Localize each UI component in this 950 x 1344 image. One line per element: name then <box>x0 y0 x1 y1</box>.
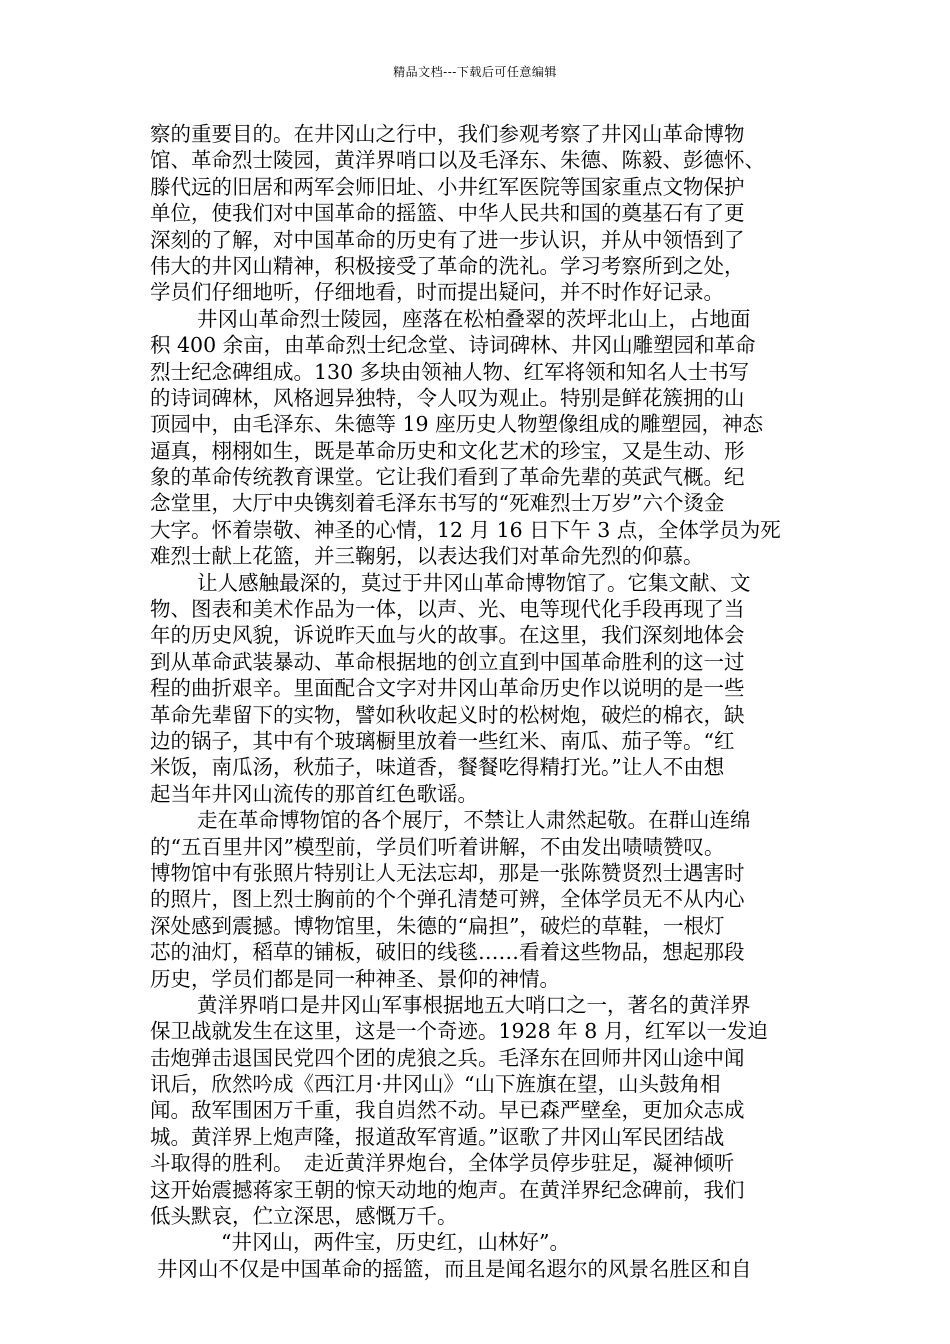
text-line: 米饭，南瓜汤，秋茄子，味道香，餐餐吃得精打光。”让人不由想 <box>150 755 725 780</box>
text-line: 物、图表和美术作品为一体，以声、光、电等现代化手段再现了当 <box>150 597 745 622</box>
text-line: 深刻的了解，对中国革命的历史有了进一步认识，并从中领悟到了 <box>150 227 745 252</box>
text-line: 击炮弹击退国民党四个团的虎狼之兵。毛泽东在回师井冈山途中闻 <box>150 1045 745 1070</box>
text-line: 城。黄洋界上炮声隆，报道敌军宵遁。”讴歌了井冈山军民团结战 <box>150 1124 725 1149</box>
text-line: 年的历史风貌，诉说昨天血与火的故事。在这里，我们深刻地体会 <box>150 623 745 648</box>
text-line: 起当年井冈山流传的那首红色歌谣。 <box>150 781 478 806</box>
text-line: 这开始震撼蒋家王朝的惊天动地的炮声。在黄洋界纪念碑前，我们 <box>150 1177 745 1202</box>
text-line: 积 400 余亩，由革命烈士纪念堂、诗词碑林、井冈山雕塑园和革命 <box>150 333 756 358</box>
paragraph-start-line: 黄洋界哨口是井冈山军事根据地五大哨口之一，著名的黄洋界 <box>197 992 751 1017</box>
text-line: 顶园中，由毛泽东、朱德等 19 座历史人物塑像组成的雕塑园，神态 <box>150 412 764 437</box>
text-line: 博物馆中有张照片特别让人无法忘却，那是一张陈赞贤烈士遇害时 <box>150 860 745 885</box>
text-line: 滕代远的旧居和两军会师旧址、小井红军医院等国家重点文物保护 <box>150 174 745 199</box>
text-line: 的诗词碑林，风格迥异独特，令人叹为观止。特别是鲜花簇拥的山 <box>150 385 745 410</box>
text-line: 闻。敌军围困万千重，我自岿然不动。早已森严壁垒，更加众志成 <box>150 1098 745 1123</box>
text-line: 伟大的井冈山精神，积极接受了革命的洗礼。学习考察所到之处， <box>150 253 745 278</box>
text-line: 单位，使我们对中国革命的摇篮、中华人民共和国的奠基石有了更 <box>150 201 745 226</box>
text-line: 到从革命武装暴动、革命根据地的创立直到中国革命胜利的这一过 <box>150 649 745 674</box>
text-line: 历史，学员们都是同一种神圣、景仰的神情。 <box>150 966 560 991</box>
text-line: 象的革命传统教育课堂。它让我们看到了革命先辈的英武气概。纪 <box>150 465 745 490</box>
text-line: 馆、革命烈士陵园，黄洋界哨口以及毛泽东、朱德、陈毅、彭德怀、 <box>150 148 765 173</box>
quote-line: “井冈山，两件宝，历史红，山林好”。 <box>221 1230 570 1255</box>
text-line: 察的重要目的。在井冈山之行中，我们参观考察了井冈山革命博物 <box>150 122 745 146</box>
text-line: 斗取得的胜利。 走近黄洋界炮台，全体学员停步驻足，凝神倾听 <box>150 1151 735 1176</box>
text-line: 深处感到震撼。博物馆里，朱德的“扁担”，破烂的草鞋，一根灯 <box>150 913 725 938</box>
text-line: 讯后，欣然吟成《西江月·井冈山》“山下旌旗在望，山头鼓角相 <box>150 1072 721 1097</box>
text-line: 低头默哀，伫立深思，感慨万千。 <box>150 1204 458 1229</box>
text-line: 难烈士献上花篮，并三鞠躬，以表达我们对革命先烈的仰慕。 <box>150 544 704 569</box>
text-line: 保卫战就发生在这里，这是一个奇迹。1928 年 8 月，红军以一发迫 <box>150 1019 768 1044</box>
text-line: 芯的油灯，稻草的铺板，破旧的线毯……看着这些物品，想起那段 <box>150 940 745 965</box>
text-line: 的照片，图上烈士胸前的个个弹孔清楚可辨，全体学员无不从内心 <box>150 887 745 912</box>
paragraph-start-line: 走在革命博物馆的各个展厅，不禁让人肃然起敬。在群山连绵 <box>197 808 751 833</box>
text-line: 大字。怀着崇敬、神圣的心情，12 月 16 日下午 3 点，全体学员为死 <box>150 517 781 542</box>
text-line: 烈士纪念碑组成。130 多块由领袖人物、红军将领和知名人士书写 <box>150 359 750 384</box>
text-line: 边的锅子，其中有个玻璃橱里放着一些红米、南瓜、茄子等。“红 <box>150 728 735 753</box>
text-line: 井冈山不仅是中国革命的摇篮，而且是闻名遐尔的风景名胜区和自 <box>157 1256 752 1281</box>
text-line: 学员们仔细地听，仔细地看，时而提出疑问，并不时作好记录。 <box>150 280 724 305</box>
text-line: 的“五百里井冈”模型前，学员们听着讲解，不由发出啧啧赞叹。 <box>150 834 725 859</box>
text-line: 革命先辈留下的实物，譬如秋收起义时的松树炮，破烂的棉衣，缺 <box>150 702 745 727</box>
text-line: 逼真，栩栩如生，既是革命历史和文化艺术的珍宝，又是生动、形 <box>150 438 745 463</box>
page-header: 精品文档---下载后可任意编辑 <box>393 65 557 79</box>
paragraph-start-line: 让人感触最深的，莫过于井冈山革命博物馆了。它集文献、文 <box>197 570 751 595</box>
text-line: 程的曲折艰辛。里面配合文字对井冈山革命历史作以说明的是一些 <box>150 676 745 701</box>
paragraph-start-line: 井冈山革命烈士陵园，座落在松柏叠翠的茨坪北山上，占地面 <box>197 306 751 331</box>
text-line: 念堂里，大厅中央镌刻着毛泽东书写的“死难烈士万岁”六个烫金 <box>150 491 725 516</box>
document-body <box>150 121 805 1282</box>
